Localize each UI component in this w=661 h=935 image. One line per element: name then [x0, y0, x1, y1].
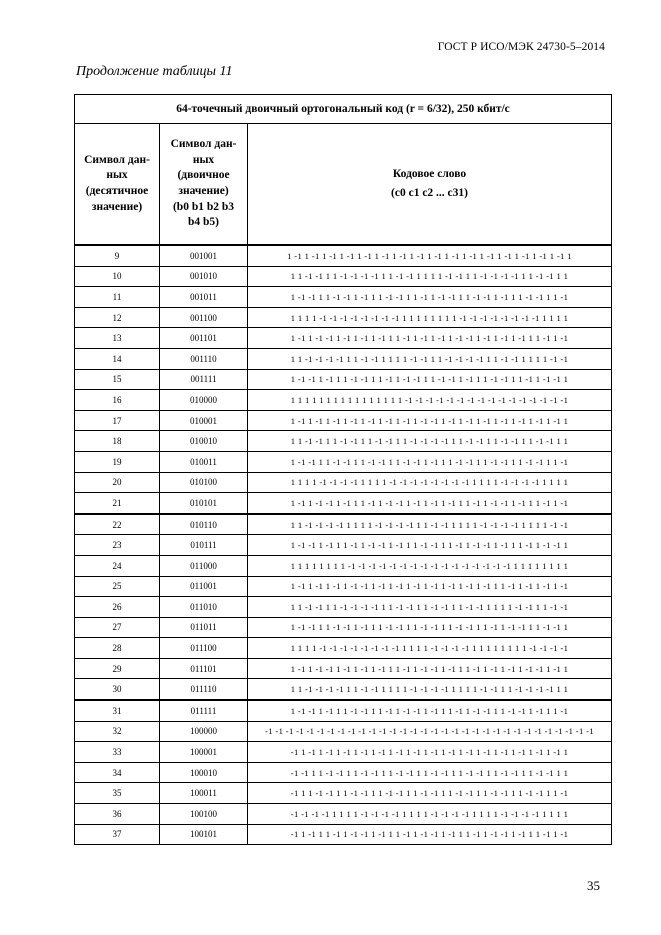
decimal-value-cell: 25 [75, 576, 160, 597]
decimal-value-cell: 33 [75, 742, 160, 763]
codeword-cell: 1 -1 1 -1 1 -1 1 -1 -1 1 -1 1 -1 1 -1 1 -1 1 -1 1 -1 1 -1 1 1 -1 1 -1 1 -1 1 -1 [248, 576, 612, 597]
binary-value-cell: 010001 [160, 410, 248, 431]
decimal-value-cell: 18 [75, 431, 160, 452]
codeword-cell: 1 -1 -1 1 -1 1 1 -1 -1 1 1 -1 1 -1 -1 1 -1 1 1 -1 1 -1 -1 1 1 -1 -1 1 -1 1 1 -1 [248, 700, 612, 721]
decimal-value-cell: 9 [75, 245, 160, 266]
codeword-cell: 1 1 1 1 1 1 1 1 -1 -1 -1 -1 -1 -1 -1 -1 -1 -1 -1 -1 -1 -1 -1 -1 1 1 1 1 1 1 1 1 [248, 555, 612, 576]
decimal-value-cell: 22 [75, 514, 160, 535]
table-row [75, 742, 612, 763]
table-title: 64-точечный двоичный ортогональный код (r = 6/32), 250 кбит/с [75, 95, 612, 124]
decimal-value-cell: 28 [75, 638, 160, 659]
codeword-cell: 1 1 1 1 -1 -1 -1 -1 -1 -1 -1 -1 1 1 1 1 1 1 1 1 -1 -1 -1 -1 -1 -1 -1 -1 1 1 1 1 [248, 307, 612, 328]
decimal-value-cell: 11 [75, 287, 160, 308]
table-row [75, 328, 612, 349]
binary-value-cell: 010101 [160, 493, 248, 514]
codeword-cell: 1 1 -1 -1 -1 -1 1 1 -1 -1 1 1 1 1 -1 -1 -1 -1 1 1 1 1 -1 -1 1 1 -1 -1 -1 -1 1 1 [248, 679, 612, 700]
codeword-cell: 1 -1 1 -1 1 -1 1 -1 1 -1 1 -1 1 -1 1 -1 -1 1 -1 1 -1 1 -1 1 -1 1 -1 1 -1 1 -1 1 [248, 410, 612, 431]
table-row [75, 555, 612, 576]
codeword-cell: 1 -1 1 -1 -1 1 -1 1 -1 1 -1 1 1 -1 1 -1 -1 1 -1 1 1 -1 1 -1 1 -1 1 -1 -1 1 -1 1 [248, 658, 612, 679]
binary-value-cell: 010010 [160, 431, 248, 452]
decimal-value-cell: 13 [75, 328, 160, 349]
codeword-cell: -1 1 1 -1 -1 1 1 -1 -1 1 1 -1 -1 1 1 -1 -1 1 1 -1 -1 1 1 -1 -1 1 1 -1 -1 1 1 -1 [248, 783, 612, 804]
decimal-value-cell: 24 [75, 555, 160, 576]
binary-value-cell: 010111 [160, 535, 248, 556]
binary-value-cell: 001111 [160, 369, 248, 390]
decimal-value-cell: 37 [75, 824, 160, 845]
codeword-cell: 1 -1 1 -1 -1 1 -1 1 1 -1 1 -1 -1 1 -1 1 -1 1 -1 1 1 -1 1 -1 -1 1 -1 1 1 -1 1 -1 [248, 493, 612, 514]
decimal-value-cell: 34 [75, 762, 160, 783]
standard-designation: ГОСТ Р ИСО/МЭК 24730-5–2014 [437, 41, 605, 53]
decimal-value-cell: 20 [75, 472, 160, 493]
table-row [75, 307, 612, 328]
table-row [75, 369, 612, 390]
table-row [75, 348, 612, 369]
binary-value-cell: 100000 [160, 721, 248, 742]
decimal-value-cell: 16 [75, 390, 160, 411]
table-row [75, 721, 612, 742]
table-row [75, 390, 612, 411]
table-row [75, 472, 612, 493]
codeword-cell: 1 1 -1 -1 -1 -1 1 1 -1 -1 1 1 1 1 -1 -1 1 1 -1 -1 -1 -1 1 1 -1 -1 1 1 1 1 -1 -1 [248, 348, 612, 369]
binary-value-cell: 001010 [160, 266, 248, 287]
binary-value-cell: 011101 [160, 658, 248, 679]
codeword-cell: 1 -1 -1 1 1 -1 -1 1 1 -1 -1 1 1 -1 -1 1 -1 1 1 -1 -1 1 1 -1 -1 1 1 -1 -1 1 1 -1 [248, 451, 612, 472]
decimal-value-cell: 36 [75, 804, 160, 825]
table-row [75, 824, 612, 845]
binary-value-cell: 100011 [160, 783, 248, 804]
table-row [75, 679, 612, 700]
binary-value-cell: 100001 [160, 742, 248, 763]
table-continuation-caption: Продолжение таблицы 11 [76, 64, 233, 79]
codeword-cell: 1 -1 -1 1 1 -1 -1 1 -1 1 1 -1 -1 1 1 -1 1 -1 -1 1 1 -1 -1 1 -1 1 1 -1 -1 1 1 -1 [248, 287, 612, 308]
binary-value-cell: 001101 [160, 328, 248, 349]
table-row [75, 597, 612, 618]
code-table [74, 94, 612, 845]
decimal-value-cell: 35 [75, 783, 160, 804]
decimal-value-cell: 30 [75, 679, 160, 700]
codeword-cell: -1 1 -1 1 1 -1 1 -1 -1 1 -1 1 1 -1 1 -1 -1 1 -1 1 1 -1 1 -1 -1 1 -1 1 1 -1 1 -1 [248, 824, 612, 845]
binary-value-cell: 100010 [160, 762, 248, 783]
codeword-cell: 1 -1 -1 1 1 -1 -1 1 -1 1 1 -1 -1 1 1 -1 -1 1 1 -1 -1 1 1 -1 1 -1 -1 1 1 -1 -1 1 [248, 617, 612, 638]
binary-value-cell: 011111 [160, 700, 248, 721]
decimal-value-cell: 19 [75, 451, 160, 472]
decimal-value-cell: 17 [75, 410, 160, 431]
binary-value-cell: 001011 [160, 287, 248, 308]
table-row [75, 638, 612, 659]
codeword-cell: 1 1 -1 -1 -1 -1 1 1 1 1 -1 -1 -1 -1 1 1 -1 -1 1 1 1 1 -1 -1 -1 -1 1 1 1 1 -1 -1 [248, 514, 612, 535]
codeword-cell: 1 1 1 1 -1 -1 -1 -1 1 1 1 1 -1 -1 -1 -1 -1 -1 -1 -1 1 1 1 1 -1 -1 -1 -1 1 1 1 1 [248, 472, 612, 493]
binary-value-cell: 010000 [160, 390, 248, 411]
decimal-value-cell: 15 [75, 369, 160, 390]
codeword-cell: -1 -1 -1 -1 1 1 1 1 -1 -1 -1 -1 1 1 1 1 -1 -1 -1 -1 1 1 1 1 -1 -1 -1 -1 1 1 1 1 [248, 804, 612, 825]
decimal-value-cell: 29 [75, 658, 160, 679]
codeword-cell: 1 -1 -1 1 -1 1 1 -1 -1 1 1 -1 1 -1 -1 1 1 -1 -1 1 -1 1 1 -1 -1 1 1 -1 1 -1 -1 1 [248, 369, 612, 390]
binary-value-cell: 010110 [160, 514, 248, 535]
binary-value-cell: 001001 [160, 245, 248, 266]
table-row [75, 617, 612, 638]
codeword-cell: 1 1 -1 -1 1 1 -1 -1 -1 -1 1 1 -1 -1 1 1 -1 -1 1 1 -1 -1 1 1 1 1 -1 -1 1 1 -1 -1 [248, 597, 612, 618]
codeword-cell: 1 1 1 1 1 1 1 1 1 1 1 1 1 1 1 1 -1 -1 -1 -1 -1 -1 -1 -1 -1 -1 -1 -1 -1 -1 -1 -1 [248, 390, 612, 411]
codeword-cell: 1 1 -1 -1 1 1 -1 -1 1 1 -1 -1 1 1 -1 -1 -1 -1 1 1 -1 -1 1 1 -1 -1 1 1 -1 -1 1 1 [248, 431, 612, 452]
decimal-value-cell: 10 [75, 266, 160, 287]
table-row [75, 658, 612, 679]
decimal-value-cell: 31 [75, 700, 160, 721]
table-row [75, 700, 612, 721]
table-row [75, 804, 612, 825]
table-row [75, 493, 612, 514]
table-row [75, 410, 612, 431]
codeword-cell: 1 -1 -1 1 -1 1 1 -1 1 -1 -1 1 -1 1 1 -1 -1 1 1 -1 1 -1 -1 1 -1 1 1 -1 1 -1 -1 1 [248, 535, 612, 556]
binary-value-cell: 100100 [160, 804, 248, 825]
column-header-decimal: Символ дан- ных (десятичное значение) [75, 124, 160, 246]
codeword-cell: 1 1 1 1 -1 -1 -1 -1 -1 -1 -1 -1 1 1 1 1 -1 -1 -1 -1 1 1 1 1 1 1 1 1 -1 -1 -1 -1 [248, 638, 612, 659]
binary-value-cell: 010100 [160, 472, 248, 493]
decimal-value-cell: 32 [75, 721, 160, 742]
table-row [75, 266, 612, 287]
decimal-value-cell: 26 [75, 597, 160, 618]
codeword-cell: -1 -1 -1 -1 -1 -1 -1 -1 -1 -1 -1 -1 -1 -1 -1 -1 -1 -1 -1 -1 -1 -1 -1 -1 -1 -1 -1 -1 -1 -1 -1 -1 [248, 721, 612, 742]
table-row [75, 245, 612, 266]
table-body [75, 245, 612, 845]
binary-value-cell: 011001 [160, 576, 248, 597]
binary-value-cell: 011000 [160, 555, 248, 576]
binary-value-cell: 010011 [160, 451, 248, 472]
binary-value-cell: 001110 [160, 348, 248, 369]
binary-value-cell: 100101 [160, 824, 248, 845]
decimal-value-cell: 14 [75, 348, 160, 369]
page-number: 35 [587, 878, 600, 893]
table-row [75, 287, 612, 308]
table-row [75, 535, 612, 556]
column-header-binary: Символ дан- ных (двоичное значение) (b0 b1 b2 b3 b4 b5) [160, 124, 248, 246]
binary-value-cell: 011011 [160, 617, 248, 638]
table-row [75, 451, 612, 472]
column-header-codeword: Кодовое слово (c0 c1 c2 ... c31) [248, 124, 612, 246]
codeword-cell: -1 -1 1 1 -1 -1 1 1 -1 -1 1 1 -1 -1 1 1 -1 -1 1 1 -1 -1 1 1 -1 -1 1 1 -1 -1 1 1 [248, 762, 612, 783]
decimal-value-cell: 27 [75, 617, 160, 638]
codeword-cell: 1 -1 1 -1 1 -1 1 -1 1 -1 1 -1 1 -1 1 -1 1 -1 1 -1 1 -1 1 -1 1 -1 1 -1 1 -1 1 -1 1 [248, 245, 612, 266]
binary-value-cell: 011110 [160, 679, 248, 700]
binary-value-cell: 011010 [160, 597, 248, 618]
decimal-value-cell: 21 [75, 493, 160, 514]
table-row [75, 431, 612, 452]
decimal-value-cell: 12 [75, 307, 160, 328]
table-row [75, 783, 612, 804]
codeword-cell: 1 -1 1 -1 -1 1 -1 1 -1 1 -1 1 1 -1 1 -1 1 -1 1 -1 -1 1 -1 1 -1 1 -1 1 1 -1 1 -1 [248, 328, 612, 349]
decimal-value-cell: 23 [75, 535, 160, 556]
table-row [75, 576, 612, 597]
table-row [75, 514, 612, 535]
codeword-cell: -1 1 -1 1 -1 1 -1 1 -1 1 -1 1 -1 1 -1 1 -1 1 -1 1 -1 1 -1 1 -1 1 -1 1 -1 1 -1 1 [248, 742, 612, 763]
binary-value-cell: 011100 [160, 638, 248, 659]
table-row [75, 762, 612, 783]
codeword-cell: 1 1 -1 -1 1 1 -1 -1 -1 -1 1 1 -1 -1 1 1 1 1 -1 -1 1 1 -1 -1 -1 -1 1 1 -1 -1 1 1 [248, 266, 612, 287]
binary-value-cell: 001100 [160, 307, 248, 328]
